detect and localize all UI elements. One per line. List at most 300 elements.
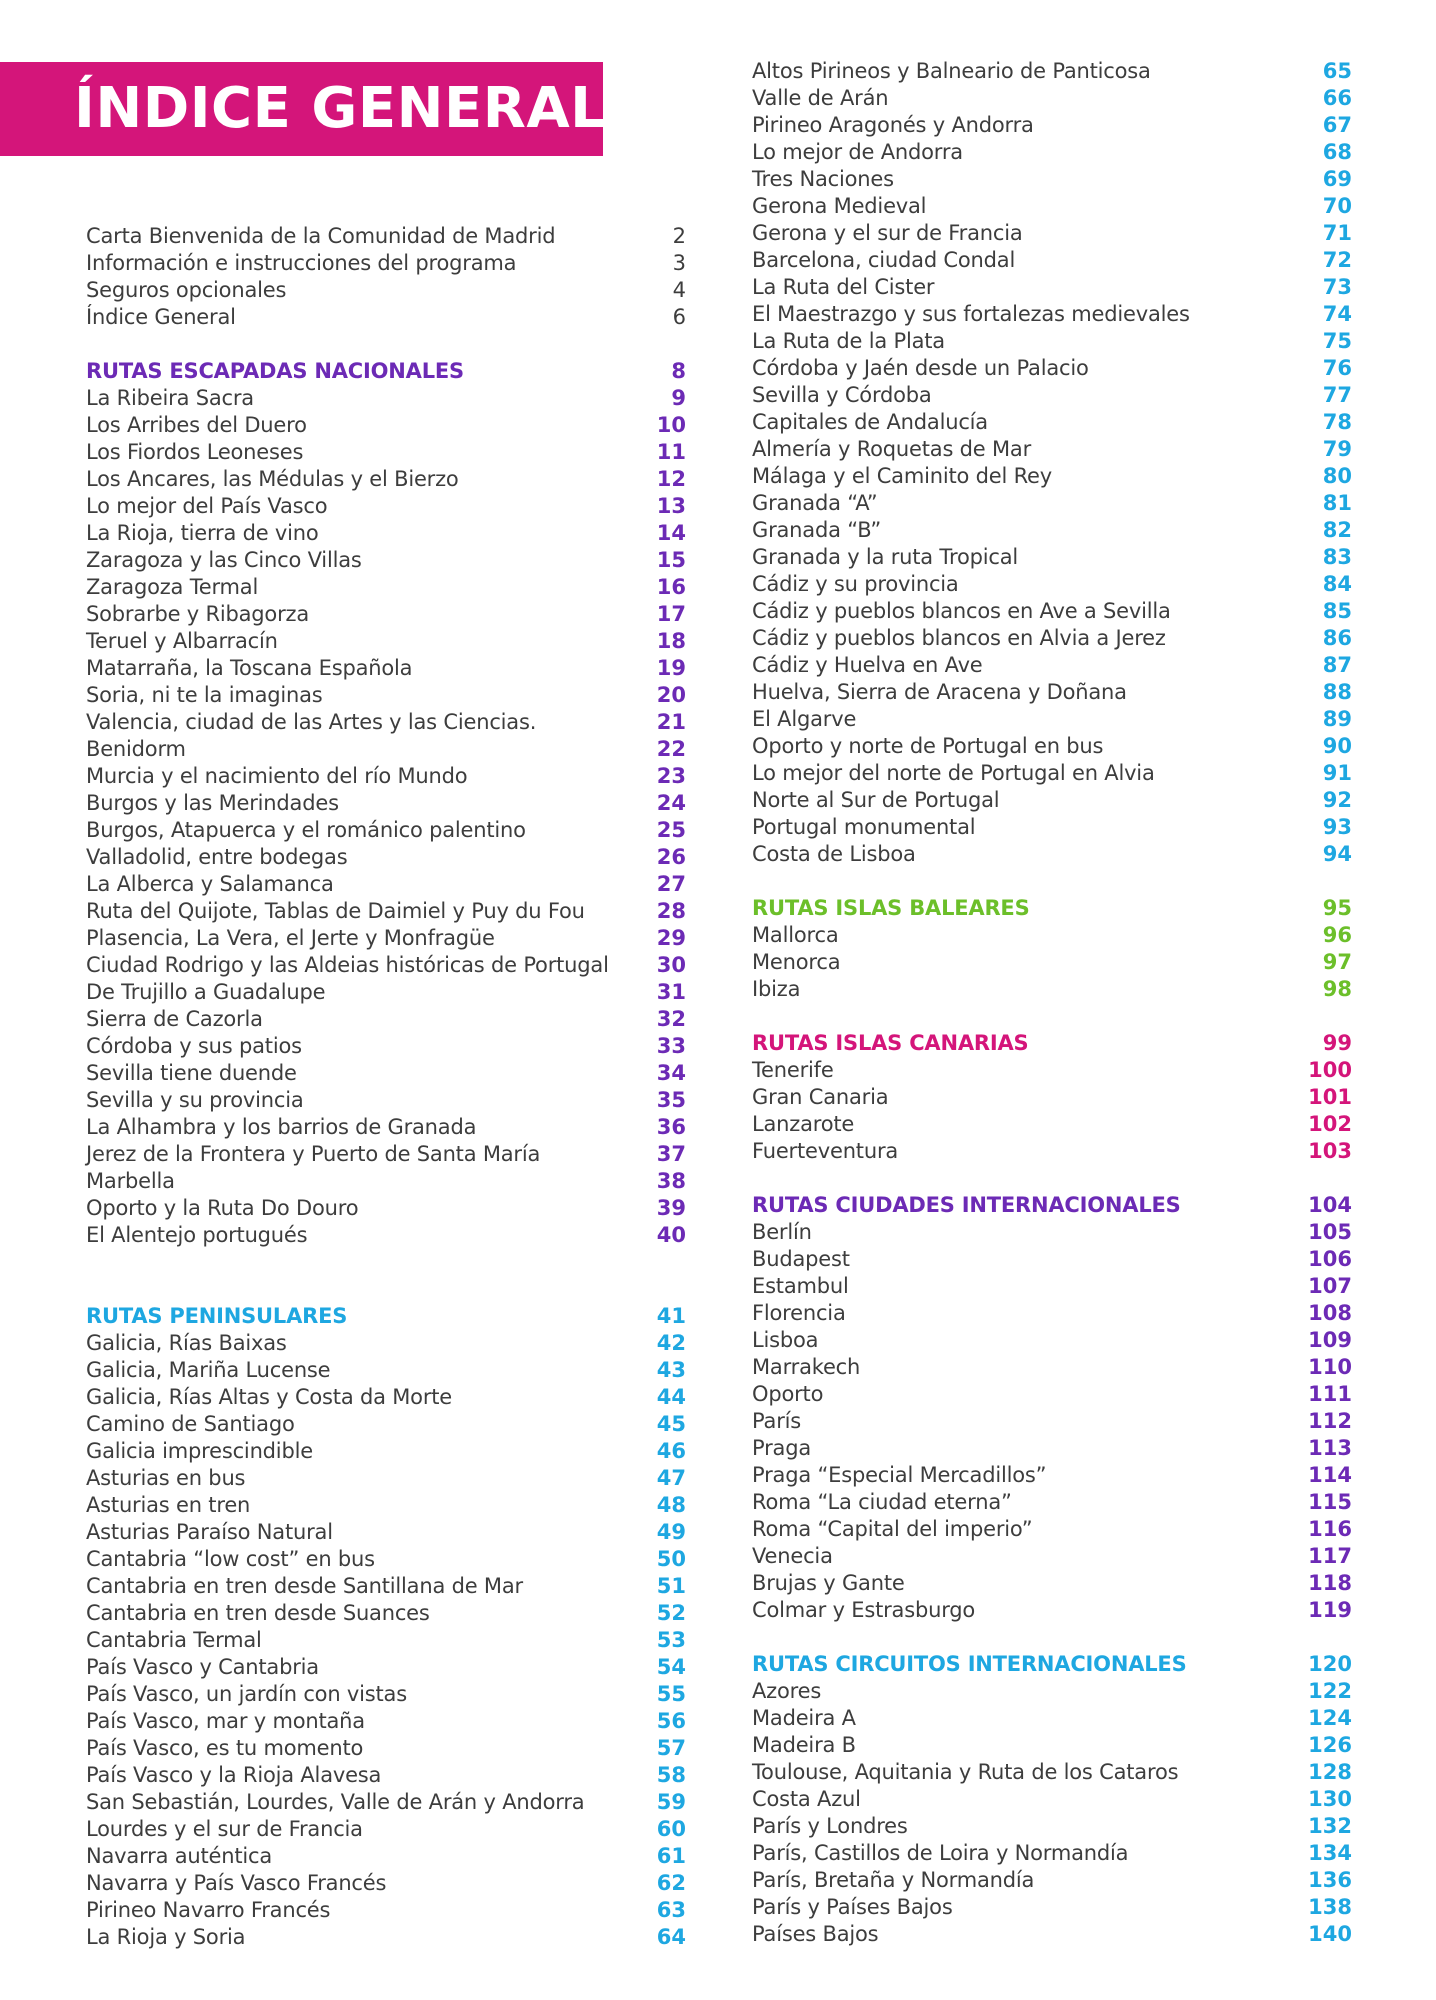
entry-label: Asturias Paraíso Natural	[86, 1520, 333, 1544]
index-entry[interactable]	[752, 1111, 1352, 1138]
index-entry[interactable]	[86, 1762, 686, 1789]
entry-page-number: 67	[1322, 113, 1352, 137]
entry-page-number: 11	[656, 440, 686, 464]
entry-label: Córdoba y Jaén desde un Palacio	[752, 356, 1089, 380]
entry-page-number: 70	[1322, 194, 1352, 218]
index-entry[interactable]	[752, 1273, 1352, 1300]
entry-label: Costa de Lisboa	[752, 842, 916, 866]
index-entry[interactable]	[752, 1327, 1352, 1354]
entry-page-number: 19	[656, 656, 686, 680]
index-entry[interactable]	[86, 1681, 686, 1708]
index-entry[interactable]	[86, 1465, 686, 1492]
section-header-canarias[interactable]	[752, 1030, 1352, 1057]
entry-label: Burgos y las Merindades	[86, 791, 339, 815]
index-entry[interactable]	[752, 85, 1352, 112]
entry-page-number: 52	[656, 1601, 686, 1625]
index-entry[interactable]	[752, 274, 1352, 301]
entry-label: El Alentejo portugués	[86, 1223, 308, 1247]
entry-label: La Ribeira Sacra	[86, 386, 254, 410]
entry-page-number: 97	[1322, 950, 1352, 974]
entry-page-number: 66	[1322, 86, 1352, 110]
entry-label: Valladolid, entre bodegas	[86, 845, 348, 869]
entry-page-number: 96	[1322, 923, 1352, 947]
section-title: RUTAS PENINSULARES	[86, 1304, 348, 1328]
index-entry[interactable]	[86, 1789, 686, 1816]
spacer	[86, 1249, 686, 1303]
index-entry[interactable]	[752, 409, 1352, 436]
entry-label: Budapest	[752, 1247, 850, 1271]
entry-page-number: 9	[671, 386, 686, 410]
entry-label: Málaga y el Caminito del Rey	[752, 464, 1052, 488]
entry-label: Lo mejor de Andorra	[752, 140, 963, 164]
index-entry[interactable]	[752, 976, 1352, 1003]
index-entry[interactable]	[752, 1408, 1352, 1435]
index-entry[interactable]	[752, 1543, 1352, 1570]
index-entry[interactable]	[86, 1843, 686, 1870]
index-entry[interactable]	[752, 1462, 1352, 1489]
index-entry[interactable]	[752, 625, 1352, 652]
entry-label: Granada “A”	[752, 491, 878, 515]
spacer	[752, 1003, 1352, 1030]
index-entry[interactable]	[752, 1921, 1352, 1948]
entry-label: Navarra y País Vasco Francés	[86, 1871, 387, 1895]
index-entry[interactable]	[752, 1084, 1352, 1111]
entry-label: País Vasco y la Rioja Alavesa	[86, 1763, 382, 1787]
entry-page-number: 132	[1308, 1814, 1352, 1838]
section-header-peninsulares[interactable]	[86, 1303, 686, 1330]
entry-page-number: 138	[1308, 1895, 1352, 1919]
spacer	[752, 868, 1352, 895]
index-entry[interactable]	[752, 598, 1352, 625]
entry-label: Praga “Especial Mercadillos”	[752, 1463, 1047, 1487]
index-entry[interactable]	[86, 1897, 686, 1924]
entry-label: París	[752, 1409, 801, 1433]
index-entry[interactable]	[86, 655, 686, 682]
index-entry[interactable]	[752, 193, 1352, 220]
index-entry[interactable]	[86, 1384, 686, 1411]
entry-page-number: 50	[656, 1547, 686, 1571]
index-entry[interactable]	[752, 1867, 1352, 1894]
index-column-left	[86, 223, 686, 1951]
index-entry[interactable]	[752, 544, 1352, 571]
entry-page-number: 130	[1308, 1787, 1352, 1811]
index-entry[interactable]	[752, 1840, 1352, 1867]
entry-page-number: 115	[1308, 1490, 1352, 1514]
index-entry[interactable]	[752, 1786, 1352, 1813]
entry-label: De Trujillo a Guadalupe	[86, 980, 326, 1004]
entry-label: Zaragoza y las Cinco Villas	[86, 548, 362, 572]
entry-label: País Vasco, un jardín con vistas	[86, 1682, 407, 1706]
index-entry[interactable]	[86, 1438, 686, 1465]
index-entry[interactable]	[86, 1654, 686, 1681]
entry-page-number: 6	[672, 305, 686, 329]
index-entry[interactable]	[752, 355, 1352, 382]
entry-page-number: 105	[1308, 1220, 1352, 1244]
entry-label: Mallorca	[752, 923, 839, 947]
entry-page-number: 94	[1322, 842, 1352, 866]
entry-page-number: 108	[1308, 1301, 1352, 1325]
index-entry[interactable]	[86, 1519, 686, 1546]
entry-label: París y Países Bajos	[752, 1895, 953, 1919]
index-entry[interactable]	[86, 1870, 686, 1897]
entry-label: Madeira A	[752, 1706, 856, 1730]
entry-page-number: 63	[656, 1898, 686, 1922]
entry-label: Menorca	[752, 950, 841, 974]
entry-page-number: 37	[656, 1142, 686, 1166]
entry-page-number: 98	[1322, 977, 1352, 1001]
entry-page-number: 36	[656, 1115, 686, 1139]
entry-label: Teruel y Albarracín	[86, 629, 278, 653]
entry-label: Los Ancares, las Médulas y el Bierzo	[86, 467, 459, 491]
index-entry[interactable]	[86, 1627, 686, 1654]
entry-label: Florencia	[752, 1301, 846, 1325]
entry-label: La Ruta del Cister	[752, 275, 935, 299]
entry-label: San Sebastián, Lourdes, Valle de Arán y Andorra	[86, 1790, 585, 1814]
entry-page-number: 102	[1308, 1112, 1352, 1136]
index-entry[interactable]	[86, 763, 686, 790]
entry-label: Portugal monumental	[752, 815, 976, 839]
entry-label: Toulouse, Aquitania y Ruta de los Cataros	[752, 1760, 1179, 1784]
entry-page-number: 43	[656, 1358, 686, 1382]
entry-label: Cádiz y pueblos blancos en Alvia a Jerez	[752, 626, 1166, 650]
entry-label: Información e instrucciones del programa	[86, 251, 517, 275]
index-entry[interactable]	[86, 1060, 686, 1087]
index-entry[interactable]	[752, 436, 1352, 463]
entry-label: Ciudad Rodrigo y las Aldeias históricas de Portugal	[86, 953, 609, 977]
entry-page-number: 90	[1322, 734, 1352, 758]
entry-label: Sobrarbe y Ribagorza	[86, 602, 310, 626]
index-entry[interactable]	[752, 382, 1352, 409]
index-entry[interactable]	[752, 1354, 1352, 1381]
index-entry[interactable]	[752, 1489, 1352, 1516]
index-entry[interactable]	[86, 628, 686, 655]
entry-label: Berlín	[752, 1220, 812, 1244]
entry-page-number: 14	[656, 521, 686, 545]
intro-entry[interactable]	[86, 223, 686, 250]
entry-page-number: 80	[1322, 464, 1352, 488]
index-entry[interactable]	[752, 706, 1352, 733]
entry-label: Valle de Arán	[752, 86, 889, 110]
index-entry[interactable]	[752, 1813, 1352, 1840]
entry-label: Matarraña, la Toscana Española	[86, 656, 413, 680]
index-entry[interactable]	[752, 139, 1352, 166]
index-entry[interactable]	[86, 1546, 686, 1573]
index-entry[interactable]	[752, 1732, 1352, 1759]
entry-page-number: 65	[1322, 59, 1352, 83]
index-entry[interactable]	[86, 1141, 686, 1168]
entry-page-number: 113	[1308, 1436, 1352, 1460]
index-entry[interactable]	[752, 1894, 1352, 1921]
entry-label: Galicia, Mariña Lucense	[86, 1358, 331, 1382]
entry-page-number: 4	[672, 278, 686, 302]
entry-page-number: 10	[656, 413, 686, 437]
index-entry[interactable]	[752, 760, 1352, 787]
index-entry[interactable]	[86, 547, 686, 574]
entry-page-number: 30	[656, 953, 686, 977]
entry-page-number: 15	[656, 548, 686, 572]
index-entry[interactable]	[86, 1816, 686, 1843]
entry-label: La Alberca y Salamanca	[86, 872, 334, 896]
index-entry[interactable]	[86, 466, 686, 493]
entry-label: Cádiz y su provincia	[752, 572, 959, 596]
index-entry[interactable]	[86, 1222, 686, 1249]
intro-entry[interactable]	[86, 304, 686, 331]
index-entry[interactable]	[752, 652, 1352, 679]
entry-page-number: 2	[672, 224, 686, 248]
entry-label: Sierra de Cazorla	[86, 1007, 263, 1031]
section-title: RUTAS CIUDADES INTERNACIONALES	[752, 1193, 1181, 1217]
entry-page-number: 88	[1322, 680, 1352, 704]
section-page-number: 99	[1322, 1031, 1352, 1055]
index-entry[interactable]	[86, 601, 686, 628]
section-header-ciudades[interactable]	[752, 1192, 1352, 1219]
entry-page-number: 85	[1322, 599, 1352, 623]
entry-page-number: 134	[1308, 1841, 1352, 1865]
index-entry[interactable]	[86, 1492, 686, 1519]
entry-page-number: 122	[1308, 1679, 1352, 1703]
index-entry[interactable]	[86, 1033, 686, 1060]
entry-label: Murcia y el nacimiento del río Mundo	[86, 764, 468, 788]
entry-page-number: 59	[656, 1790, 686, 1814]
intro-entry[interactable]	[86, 277, 686, 304]
index-entry[interactable]	[86, 385, 686, 412]
index-entry[interactable]	[752, 922, 1352, 949]
index-entry[interactable]	[752, 112, 1352, 139]
intro-entry[interactable]	[86, 250, 686, 277]
index-entry[interactable]	[752, 1678, 1352, 1705]
entry-page-number: 38	[656, 1169, 686, 1193]
entry-label: País Vasco, es tu momento	[86, 1736, 364, 1760]
index-entry[interactable]	[86, 493, 686, 520]
index-entry[interactable]	[86, 682, 686, 709]
entry-label: Almería y Roquetas de Mar	[752, 437, 1032, 461]
entry-label: La Rioja, tierra de vino	[86, 521, 319, 545]
entry-page-number: 82	[1322, 518, 1352, 542]
entry-page-number: 13	[656, 494, 686, 518]
entry-page-number: 24	[656, 791, 686, 815]
section-page-number: 8	[671, 359, 686, 383]
entry-label: Zaragoza Termal	[86, 575, 259, 599]
index-entry[interactable]	[752, 1597, 1352, 1624]
index-entry[interactable]	[86, 439, 686, 466]
index-entry[interactable]	[752, 1570, 1352, 1597]
entry-label: Carta Bienvenida de la Comunidad de Madrid	[86, 224, 556, 248]
entry-label: Lisboa	[752, 1328, 819, 1352]
index-entry[interactable]	[752, 1435, 1352, 1462]
index-entry[interactable]	[86, 1006, 686, 1033]
entry-page-number: 119	[1308, 1598, 1352, 1622]
entry-label: Venecia	[752, 1544, 833, 1568]
entry-page-number: 106	[1308, 1247, 1352, 1271]
index-entry[interactable]	[86, 412, 686, 439]
index-entry[interactable]	[86, 952, 686, 979]
page-title: ÍNDICE GENERAL	[74, 76, 607, 141]
entry-label: Lo mejor del norte de Portugal en Alvia	[752, 761, 1155, 785]
entry-label: La Ruta de la Plata	[752, 329, 945, 353]
entry-page-number: 28	[656, 899, 686, 923]
entry-label: Valencia, ciudad de las Artes y las Ciencias.	[86, 710, 537, 734]
section-page-number: 120	[1308, 1652, 1352, 1676]
entry-label: París y Londres	[752, 1814, 908, 1838]
entry-page-number: 72	[1322, 248, 1352, 272]
title-banner	[0, 62, 607, 156]
entry-label: Lourdes y el sur de Francia	[86, 1817, 363, 1841]
entry-page-number: 57	[656, 1736, 686, 1760]
index-entry[interactable]	[86, 898, 686, 925]
index-entry[interactable]	[752, 571, 1352, 598]
index-entry[interactable]	[86, 574, 686, 601]
entry-page-number: 60	[656, 1817, 686, 1841]
entry-page-number: 100	[1308, 1058, 1352, 1082]
entry-page-number: 136	[1308, 1868, 1352, 1892]
entry-label: Seguros opcionales	[86, 278, 287, 302]
index-entry[interactable]	[86, 1195, 686, 1222]
index-entry[interactable]	[86, 1708, 686, 1735]
entry-label: Países Bajos	[752, 1922, 879, 1946]
index-entry[interactable]	[752, 1759, 1352, 1786]
entry-label: Granada y la ruta Tropical	[752, 545, 1019, 569]
index-entry[interactable]	[86, 1411, 686, 1438]
index-entry[interactable]	[752, 490, 1352, 517]
entry-label: Huelva, Sierra de Aracena y Doñana	[752, 680, 1127, 704]
entry-page-number: 84	[1322, 572, 1352, 596]
entry-label: Roma “Capital del imperio”	[752, 1517, 1033, 1541]
index-entry[interactable]	[752, 1705, 1352, 1732]
index-entry[interactable]	[752, 328, 1352, 355]
index-entry[interactable]	[752, 1138, 1352, 1165]
spacer	[86, 331, 686, 358]
entry-label: Norte al Sur de Portugal	[752, 788, 1000, 812]
index-entry[interactable]	[86, 790, 686, 817]
entry-label: Madeira B	[752, 1733, 856, 1757]
entry-label: El Maestrazgo y sus fortalezas medievales	[752, 302, 1190, 326]
entry-label: Galicia, Rías Baixas	[86, 1331, 287, 1355]
entry-label: Asturias en bus	[86, 1466, 246, 1490]
entry-page-number: 71	[1322, 221, 1352, 245]
entry-page-number: 110	[1308, 1355, 1352, 1379]
section-header-nacionales[interactable]	[86, 358, 686, 385]
entry-page-number: 79	[1322, 437, 1352, 461]
index-entry[interactable]	[86, 844, 686, 871]
entry-label: Tres Naciones	[752, 167, 894, 191]
entry-label: El Algarve	[752, 707, 857, 731]
index-entry[interactable]	[86, 1114, 686, 1141]
index-entry[interactable]	[752, 841, 1352, 868]
index-entry[interactable]	[86, 736, 686, 763]
section-header-circuitos[interactable]	[752, 1651, 1352, 1678]
index-entry[interactable]	[86, 1573, 686, 1600]
index-entry[interactable]	[752, 1246, 1352, 1273]
entry-label: Los Arribes del Duero	[86, 413, 307, 437]
index-entry[interactable]	[752, 1057, 1352, 1084]
index-entry[interactable]	[86, 925, 686, 952]
entry-page-number: 25	[656, 818, 686, 842]
entry-page-number: 81	[1322, 491, 1352, 515]
entry-label: Fuerteventura	[752, 1139, 899, 1163]
entry-page-number: 111	[1308, 1382, 1352, 1406]
entry-label: Lo mejor del País Vasco	[86, 494, 328, 518]
index-entry[interactable]	[752, 1219, 1352, 1246]
index-entry[interactable]	[86, 1087, 686, 1114]
index-entry[interactable]	[86, 1357, 686, 1384]
section-title: RUTAS ISLAS BALEARES	[752, 896, 1030, 920]
index-entry[interactable]	[752, 733, 1352, 760]
entry-page-number: 76	[1322, 356, 1352, 380]
entry-label: Córdoba y sus patios	[86, 1034, 302, 1058]
entry-label: Oporto	[752, 1382, 824, 1406]
index-entry[interactable]	[86, 709, 686, 736]
entry-label: Estambul	[752, 1274, 849, 1298]
index-entry[interactable]	[86, 1600, 686, 1627]
index-entry[interactable]	[752, 679, 1352, 706]
entry-page-number: 140	[1308, 1922, 1352, 1946]
index-entry[interactable]	[86, 520, 686, 547]
index-entry[interactable]	[86, 1735, 686, 1762]
entry-label: París, Castillos de Loira y Normandía	[752, 1841, 1129, 1865]
index-entry[interactable]	[86, 817, 686, 844]
entry-page-number: 35	[656, 1088, 686, 1112]
index-entry[interactable]	[86, 979, 686, 1006]
entry-label: Lanzarote	[752, 1112, 855, 1136]
entry-page-number: 87	[1322, 653, 1352, 677]
entry-page-number: 58	[656, 1763, 686, 1787]
entry-label: Cantabria en tren desde Santillana de Mar	[86, 1574, 523, 1598]
section-header-baleares[interactable]	[752, 895, 1352, 922]
entry-label: Pirineo Aragonés y Andorra	[752, 113, 1034, 137]
entry-page-number: 89	[1322, 707, 1352, 731]
entry-page-number: 107	[1308, 1274, 1352, 1298]
index-entry[interactable]	[752, 1516, 1352, 1543]
index-entry[interactable]	[752, 949, 1352, 976]
entry-page-number: 116	[1308, 1517, 1352, 1541]
entry-page-number: 56	[656, 1709, 686, 1733]
entry-page-number: 114	[1308, 1463, 1352, 1487]
index-entry[interactable]	[752, 1300, 1352, 1327]
entry-page-number: 3	[672, 251, 686, 275]
index-entry[interactable]	[752, 220, 1352, 247]
index-entry[interactable]	[752, 787, 1352, 814]
entry-label: Sevilla y su provincia	[86, 1088, 304, 1112]
entry-page-number: 75	[1322, 329, 1352, 353]
entry-page-number: 27	[656, 872, 686, 896]
entry-page-number: 55	[656, 1682, 686, 1706]
entry-page-number: 53	[656, 1628, 686, 1652]
index-entry[interactable]	[752, 247, 1352, 274]
index-entry[interactable]	[752, 301, 1352, 328]
index-entry[interactable]	[86, 1924, 686, 1951]
entry-label: Galicia, Rías Altas y Costa da Morte	[86, 1385, 453, 1409]
index-entry[interactable]	[86, 1168, 686, 1195]
index-entry[interactable]	[86, 871, 686, 898]
entry-label: Benidorm	[86, 737, 186, 761]
index-entry[interactable]	[752, 58, 1352, 85]
entry-label: Sevilla tiene duende	[86, 1061, 297, 1085]
entry-page-number: 49	[656, 1520, 686, 1544]
entry-page-number: 29	[656, 926, 686, 950]
index-entry[interactable]	[752, 463, 1352, 490]
index-entry[interactable]	[752, 517, 1352, 544]
spacer	[752, 1165, 1352, 1192]
entry-label: País Vasco y Cantabria	[86, 1655, 319, 1679]
entry-page-number: 40	[656, 1223, 686, 1247]
index-entry[interactable]	[752, 1381, 1352, 1408]
entry-label: Gerona Medieval	[752, 194, 927, 218]
index-entry[interactable]	[752, 166, 1352, 193]
index-entry[interactable]	[86, 1330, 686, 1357]
entry-page-number: 46	[656, 1439, 686, 1463]
entry-page-number: 39	[656, 1196, 686, 1220]
index-entry[interactable]	[752, 814, 1352, 841]
